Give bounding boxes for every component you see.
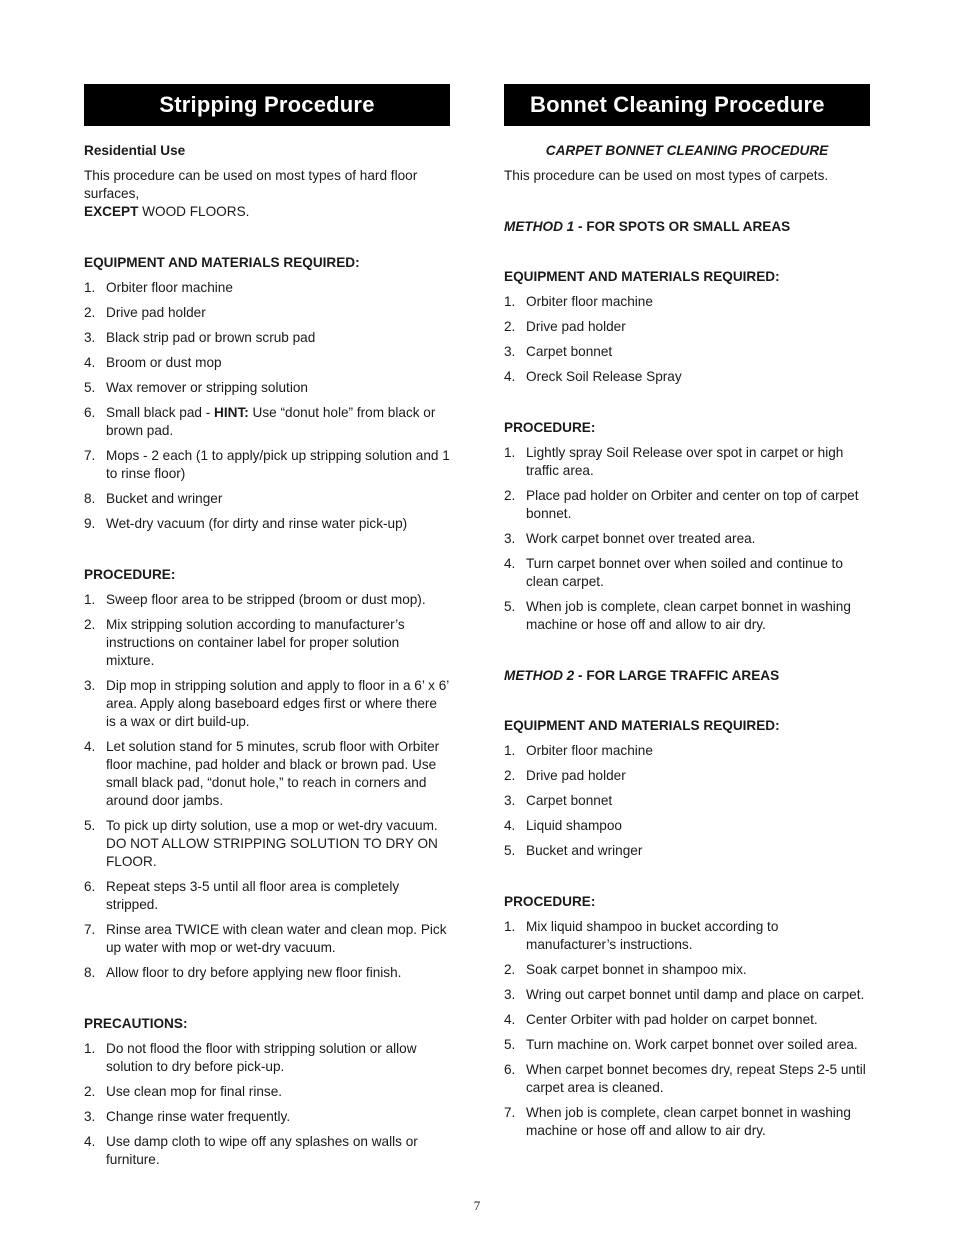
bonnet-subtitle: CARPET BONNET CLEANING PROCEDURE (545, 143, 829, 158)
list-item: 3. Carpet bonnet (504, 344, 613, 359)
method1-equipment-list (504, 293, 870, 386)
stripping-column (84, 84, 450, 1176)
method2-equipment-heading: EQUIPMENT AND MATERIALS REQUIRED: (504, 718, 780, 733)
method2-heading: METHOD 2 - FOR LARGE TRAFFIC AREAS (504, 668, 780, 683)
list-item: 5. Bucket and wringer (504, 843, 643, 858)
list-item: 4. Liquid shampoo (504, 818, 622, 833)
precautions-heading: PRECAUTIONS: (84, 1016, 188, 1031)
method1-procedure-list (504, 444, 870, 634)
intro-text: This procedure can be used on most types of hard floor surfaces, (84, 168, 418, 201)
page-number: 7 (473, 1198, 481, 1213)
procedure-list (84, 591, 450, 982)
list-item: 1. Do not flood the floor with stripping solution or allow solution to dry before pick-up. (84, 1041, 417, 1074)
list-item: 3. Work carpet bonnet over treated area. (504, 531, 756, 546)
list-item: 6. Small black pad - HINT: Use “donut hole” from black or brown pad. (84, 405, 436, 438)
equipment-list (84, 279, 450, 533)
list-item: 1. Orbiter floor machine (504, 294, 653, 309)
bonnet-intro: This procedure can be used on most types of carpets. (504, 168, 829, 183)
method1-equipment-heading: EQUIPMENT AND MATERIALS REQUIRED: (504, 269, 780, 284)
list-item: 2. Place pad holder on Orbiter and center on top of carpet bonnet. (504, 488, 859, 521)
list-item: 1. Lightly spray Soil Release over spot in carpet or high traffic area. (504, 445, 844, 478)
list-item: 7. When job is complete, clean carpet bonnet in washing machine or hose off and allow to air dry. (504, 1105, 851, 1138)
list-item: 4. Oreck Soil Release Spray (504, 369, 682, 384)
list-item: 3. Wring out carpet bonnet until damp and place on carpet. (504, 987, 865, 1002)
list-item: 4. Broom or dust mop (84, 355, 222, 370)
equipment-heading: EQUIPMENT AND MATERIALS REQUIRED: (84, 255, 360, 270)
list-item: 4. Center Orbiter with pad holder on carpet bonnet. (504, 1012, 818, 1027)
list-item: 2. Use clean mop for final rinse. (84, 1084, 283, 1099)
list-item: 3. Black strip pad or brown scrub pad (84, 330, 316, 345)
list-item: 4. Turn carpet bonnet over when soiled and continue to clean carpet. (504, 556, 843, 589)
list-item: 3. Carpet bonnet (504, 793, 613, 808)
list-item: 5. Wax remover or stripping solution (84, 380, 308, 395)
method1-heading: METHOD 1 - FOR SPOTS OR SMALL AREAS (504, 219, 791, 234)
intro-bold: EXCEPT (84, 204, 139, 219)
list-item: 4. Let solution stand for 5 minutes, scrub floor with Orbiter floor machine, pad holder and black or brown pad. Use small black pad, “donut hole,” to reach in corners and around door jambs. (84, 739, 440, 808)
list-item: 5. When job is complete, clean carpet bonnet in washing machine or hose off and allow to air dry. (504, 599, 851, 632)
list-item: 3. Change rinse water frequently. (84, 1109, 291, 1124)
list-item: 7. Mops - 2 each (1 to apply/pick up stripping solution and 1 to rinse floor) (84, 448, 450, 481)
list-item: 5. To pick up dirty solution, use a mop or wet-dry vacuum. DO NOT ALLOW STRIPPING SOLUTION TO DRY ON FLOOR. (84, 818, 438, 869)
list-item: 1. Orbiter floor machine (504, 743, 653, 758)
procedure-heading: PROCEDURE: (84, 567, 176, 582)
method2-procedure-heading: PROCEDURE: (504, 894, 596, 909)
list-item: 5. Turn machine on. Work carpet bonnet over soiled area. (504, 1037, 858, 1052)
stripping-title: Stripping Procedure (84, 84, 450, 126)
list-item: 9. Wet-dry vacuum (for dirty and rinse water pick-up) (84, 516, 408, 531)
precautions-list (84, 1040, 450, 1169)
residential-heading: Residential Use (84, 143, 186, 158)
list-item: 2. Drive pad holder (504, 768, 626, 783)
list-item: 6. Repeat steps 3-5 until all floor area is completely stripped. (84, 879, 400, 912)
method2-equipment-list (504, 742, 870, 860)
list-item: 4. Use damp cloth to wipe off any splashes on walls or furniture. (84, 1134, 418, 1167)
list-item: 1. Orbiter floor machine (84, 280, 233, 295)
list-item: 2. Soak carpet bonnet in shampoo mix. (504, 962, 747, 977)
intro-paragraph (84, 167, 450, 221)
bonnet-column (504, 84, 870, 1147)
list-item: 6. When carpet bonnet becomes dry, repeat Steps 2-5 until carpet area is cleaned. (504, 1062, 866, 1095)
list-item: 1. Mix liquid shampoo in bucket according to manufacturer’s instructions. (504, 919, 779, 952)
list-item: 2. Mix stripping solution according to manufacturer’s instructions on container label for proper solution mixture. (84, 617, 405, 668)
list-item: 2. Drive pad holder (504, 319, 626, 334)
list-item: 8. Allow floor to dry before applying new floor finish. (84, 965, 402, 980)
bonnet-title: Bonnet Cleaning Procedure (504, 84, 870, 126)
intro-tail: WOOD FLOORS. (138, 204, 250, 219)
list-item: 7. Rinse area TWICE with clean water and clean mop. Pick up water with mop or wet-dry vacuum. (84, 922, 447, 955)
method2-procedure-list (504, 918, 870, 1140)
list-item: 8. Bucket and wringer (84, 491, 223, 506)
list-item: 2. Drive pad holder (84, 305, 206, 320)
list-item: 3. Dip mop in stripping solution and apply to floor in a 6’ x 6’ area. Apply along baseboard edges first or where there is a wax or dirt build-up. (84, 678, 449, 729)
list-item: 1. Sweep floor area to be stripped (broom or dust mop). (84, 592, 426, 607)
method1-procedure-heading: PROCEDURE: (504, 420, 596, 435)
